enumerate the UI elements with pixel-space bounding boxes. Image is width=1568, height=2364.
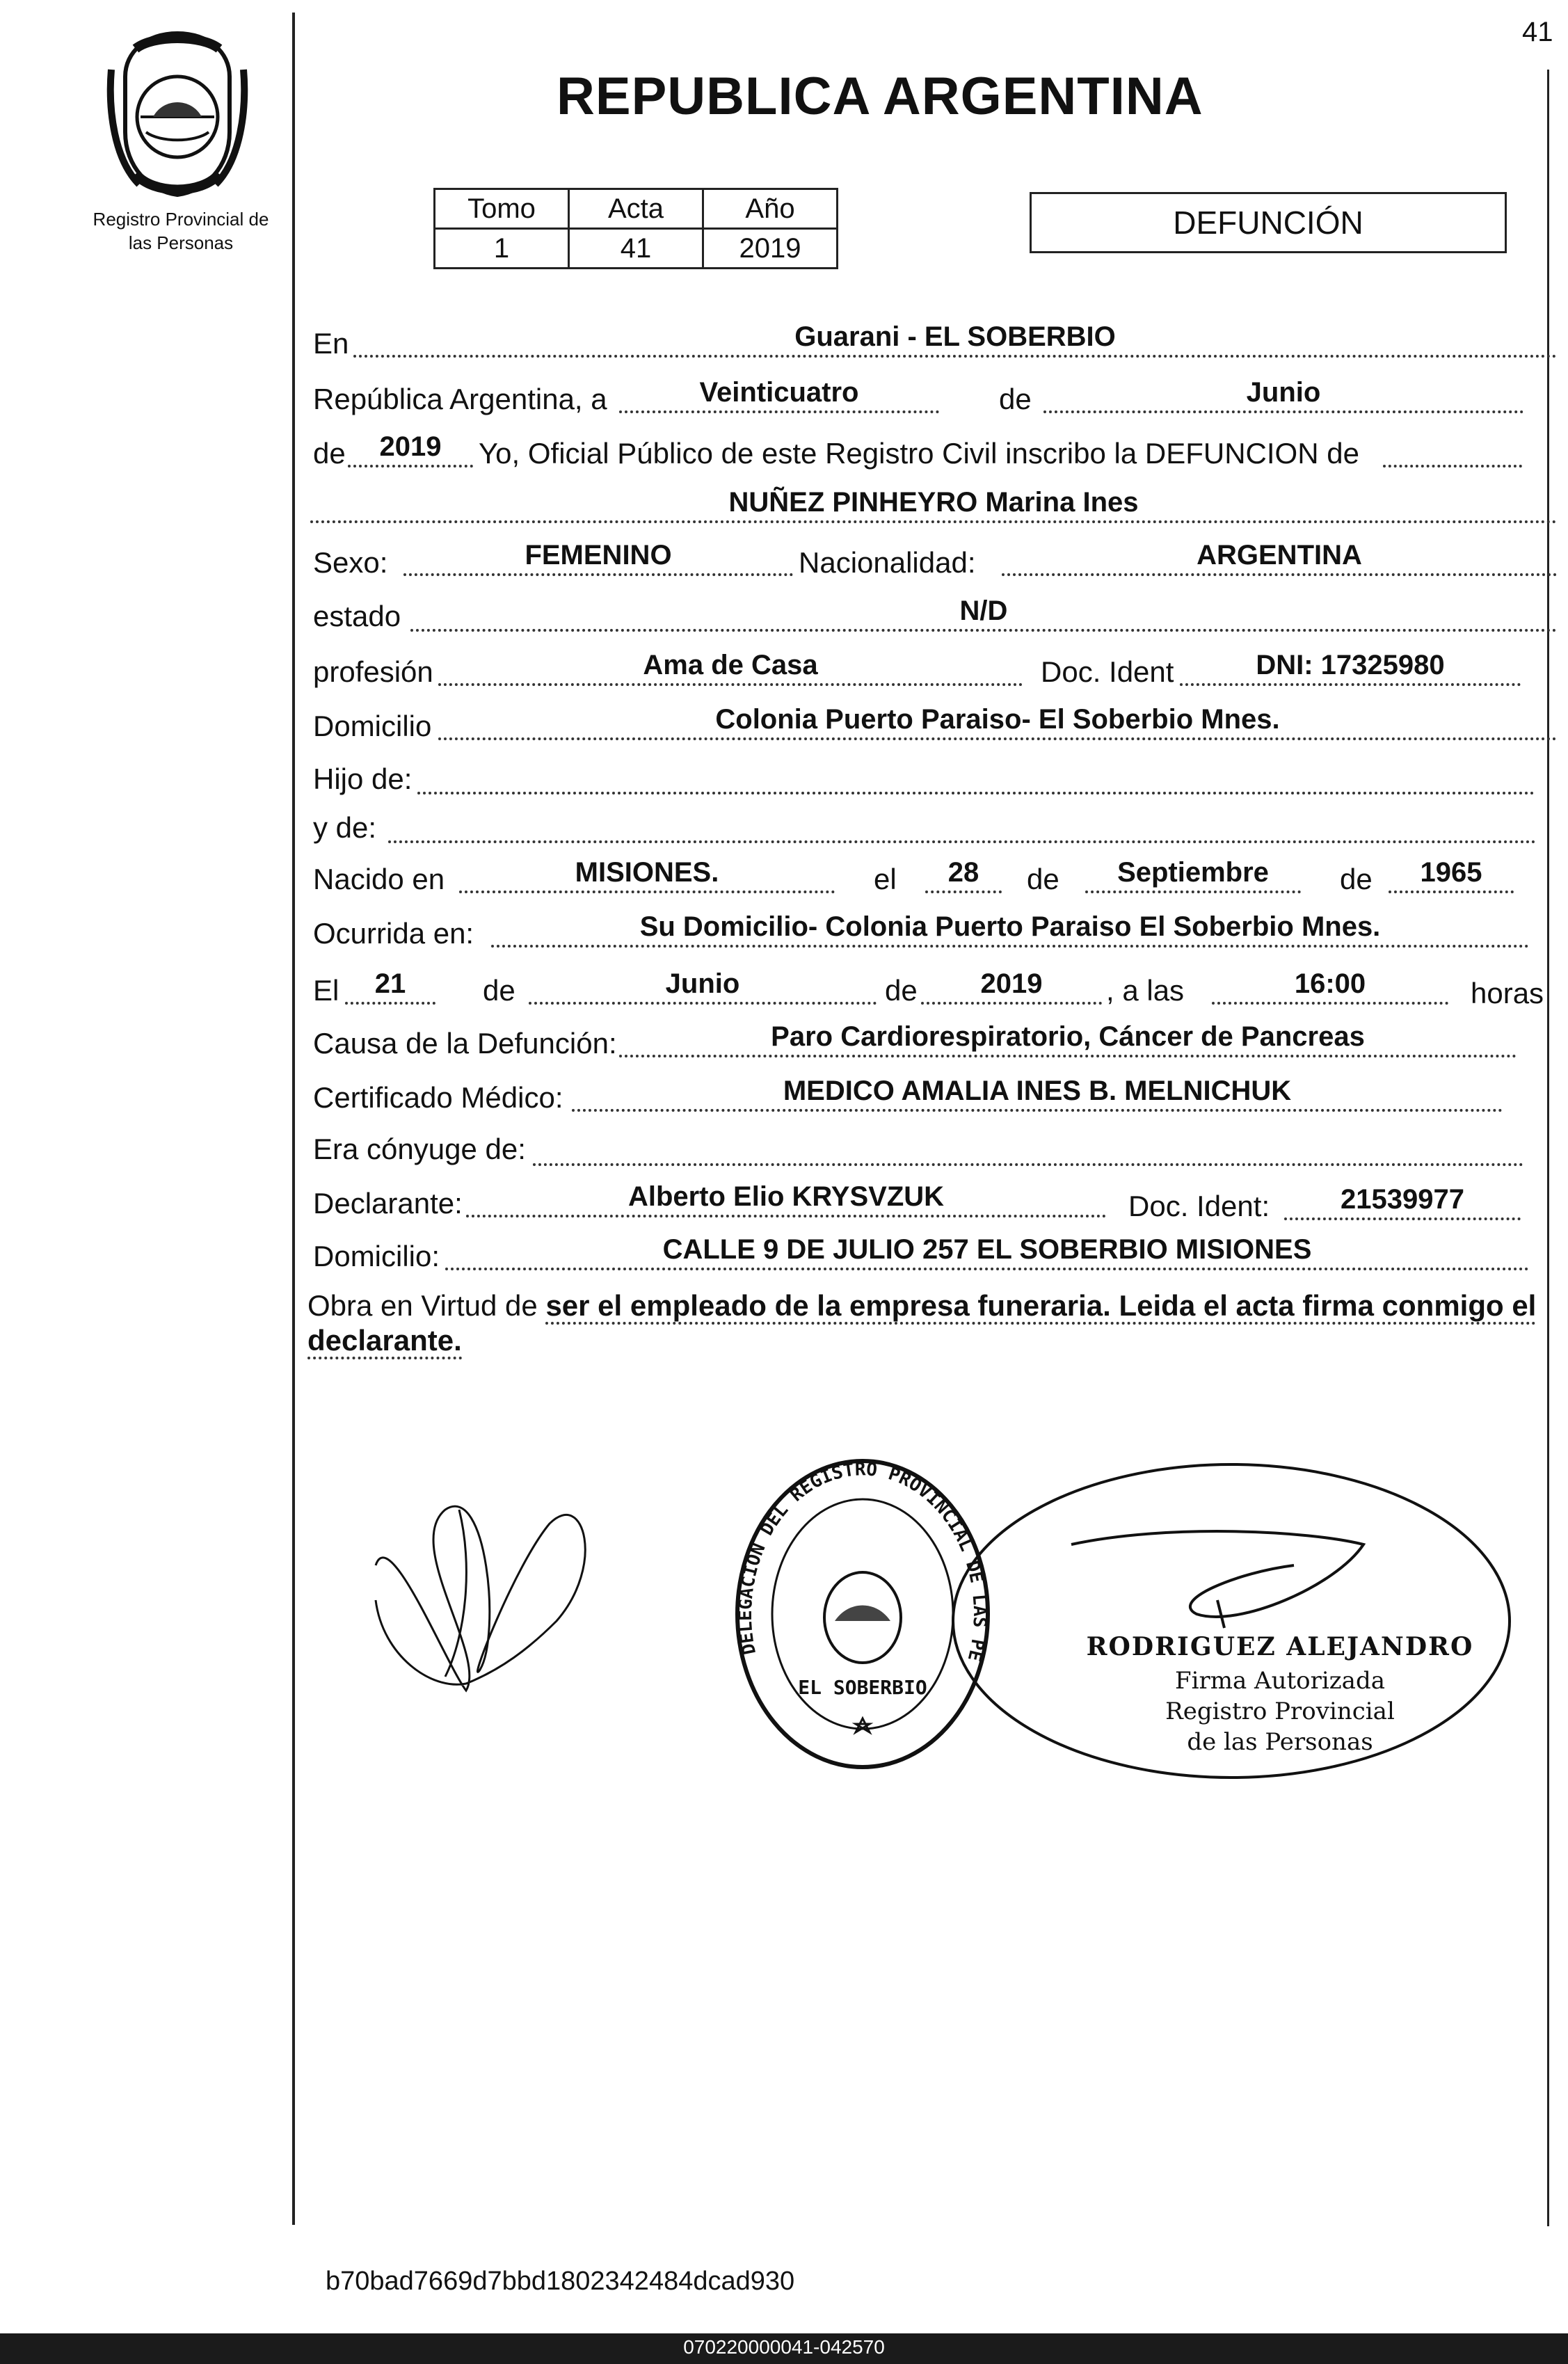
fallec-anio: 2019 [921, 968, 1102, 1005]
alas-label: , a las [1106, 974, 1185, 1007]
stamp-text: DELEGACION DEL REGISTRO PROVINCIAL DE LAS PE [735, 1459, 991, 1663]
conyuge-label: Era cónyuge de: [313, 1133, 526, 1165]
nacido-lugar: MISIONES. [459, 857, 835, 893]
fallec-dia: 21 [345, 968, 435, 1005]
official-line2: Registro Provincial [1165, 1698, 1395, 1725]
stamp-inner: EL SOBERBIO [798, 1676, 927, 1699]
estado-value: N/D [410, 596, 1557, 632]
domicilio-label: Domicilio [313, 710, 432, 742]
yde-value [388, 807, 1536, 843]
domicilio2-label: Domicilio: [313, 1240, 440, 1272]
official-line3: de las Personas [1187, 1728, 1373, 1756]
de-label-5: de [483, 974, 515, 1007]
de-label-6: de [885, 974, 918, 1007]
doc-label: Doc. Ident [1041, 655, 1174, 688]
doc2-value: 21539977 [1284, 1184, 1521, 1220]
certificado-label: Certificado Médico: [313, 1081, 563, 1114]
nacido-mes: Septiembre [1085, 857, 1301, 893]
yde-label: y de: [313, 811, 377, 844]
causa-value: Paro Cardiorespiratorio, Cáncer de Pancreas [619, 1021, 1517, 1057]
el-label: el [874, 863, 897, 895]
acta-value: 41 [569, 229, 703, 269]
day-text: Veinticuatro [619, 377, 939, 413]
fallec-mes: Junio [529, 968, 877, 1005]
hijo-value [417, 758, 1535, 794]
nacionalidad-label: Nacionalidad: [799, 546, 976, 579]
de-label-4: de [1340, 863, 1373, 895]
record-type-box: DEFUNCIÓN [1030, 192, 1507, 253]
el2-label: El [313, 974, 339, 1007]
acta-header: Acta [569, 189, 703, 229]
doc-value: DNI: 17325980 [1180, 650, 1521, 686]
hijo-label: Hijo de: [313, 762, 413, 795]
inscribo-trailing [1383, 431, 1522, 468]
document-hash: b70bad7669d7bbd1802342484dcad930 [326, 2267, 795, 2296]
en-value: Guarani - EL SOBERBIO [353, 321, 1557, 358]
obra-label: Obra en Virtud de [307, 1289, 538, 1322]
month-text: Junio [1043, 377, 1523, 413]
anio-value: 2019 [703, 229, 838, 269]
official-name: RODRIGUEZ ALEJANDRO [1086, 1632, 1474, 1661]
obra-text: ser el empleado de la empresa funeraria. Leida el acta firma conmigo el declarante. [307, 1289, 1536, 1359]
de-label-3: de [1027, 863, 1059, 895]
profesion-label: profesión [313, 655, 433, 688]
ocurrida-value: Su Domicilio- Colonia Puerto Paraiso El Soberbio Mnes. [491, 911, 1529, 948]
tomo-value: 1 [435, 229, 569, 269]
ocurrida-label: Ocurrida en: [313, 917, 474, 950]
en-label: En [313, 327, 349, 360]
hora-value: 16:00 [1212, 968, 1448, 1005]
obra-paragraph [307, 1288, 1560, 1358]
nacionalidad-value: ARGENTINA [1002, 540, 1557, 576]
nacido-label: Nacido en [313, 863, 445, 895]
estado-label: estado [313, 600, 401, 632]
document-title: REPUBLICA ARGENTINA [557, 67, 1203, 126]
doc2-label: Doc. Ident: [1128, 1190, 1270, 1222]
horas-label: horas [1471, 977, 1544, 1009]
tomo-header: Tomo [435, 189, 569, 229]
sexo-label: Sexo: [313, 546, 388, 579]
declarant-signature [362, 1482, 612, 1704]
deceased-name: NUÑEZ PINHEYRO Marina Ines [310, 487, 1557, 523]
declarante-label: Declarante: [313, 1187, 463, 1220]
page-number: 41 [1522, 17, 1553, 47]
inscribo-text: Yo, Oficial Público de este Registro Civil inscribo la DEFUNCION de [479, 437, 1359, 470]
conyuge-value [533, 1130, 1523, 1166]
nacido-anio: 1965 [1389, 857, 1514, 893]
de-label-1: de [999, 383, 1032, 415]
logo-caption: Registro Provincial de las Personas [93, 209, 269, 253]
domicilio-value: Colonia Puerto Paraiso- El Soberbio Mnes. [438, 704, 1557, 740]
year-value: 2019 [348, 431, 473, 468]
de-label-2: de [313, 437, 346, 470]
margin-rule-right [1547, 70, 1549, 2226]
causa-label: Causa de la Defunción: [313, 1027, 617, 1060]
official-line1: Firma Autorizada [1175, 1667, 1385, 1695]
profesion-value: Ama de Casa [438, 650, 1023, 686]
domicilio2-value: CALLE 9 DE JULIO 257 EL SOBERBIO MISIONES [445, 1234, 1529, 1270]
margin-rule-left [292, 13, 295, 2225]
sexo-value: FEMENINO [403, 540, 793, 576]
certificado-value: MEDICO AMALIA INES B. MELNICHUK [572, 1076, 1503, 1112]
nacido-dia: 28 [925, 857, 1002, 893]
footer-code: 070220000041-042570 [683, 2336, 885, 2358]
republica-label: República Argentina, a [313, 383, 607, 415]
anio-header: Año [703, 189, 838, 229]
province-logo [97, 28, 257, 202]
declarante-value: Alberto Elio KRYSVZUK [466, 1181, 1106, 1217]
tomo-acta-table [433, 188, 838, 269]
